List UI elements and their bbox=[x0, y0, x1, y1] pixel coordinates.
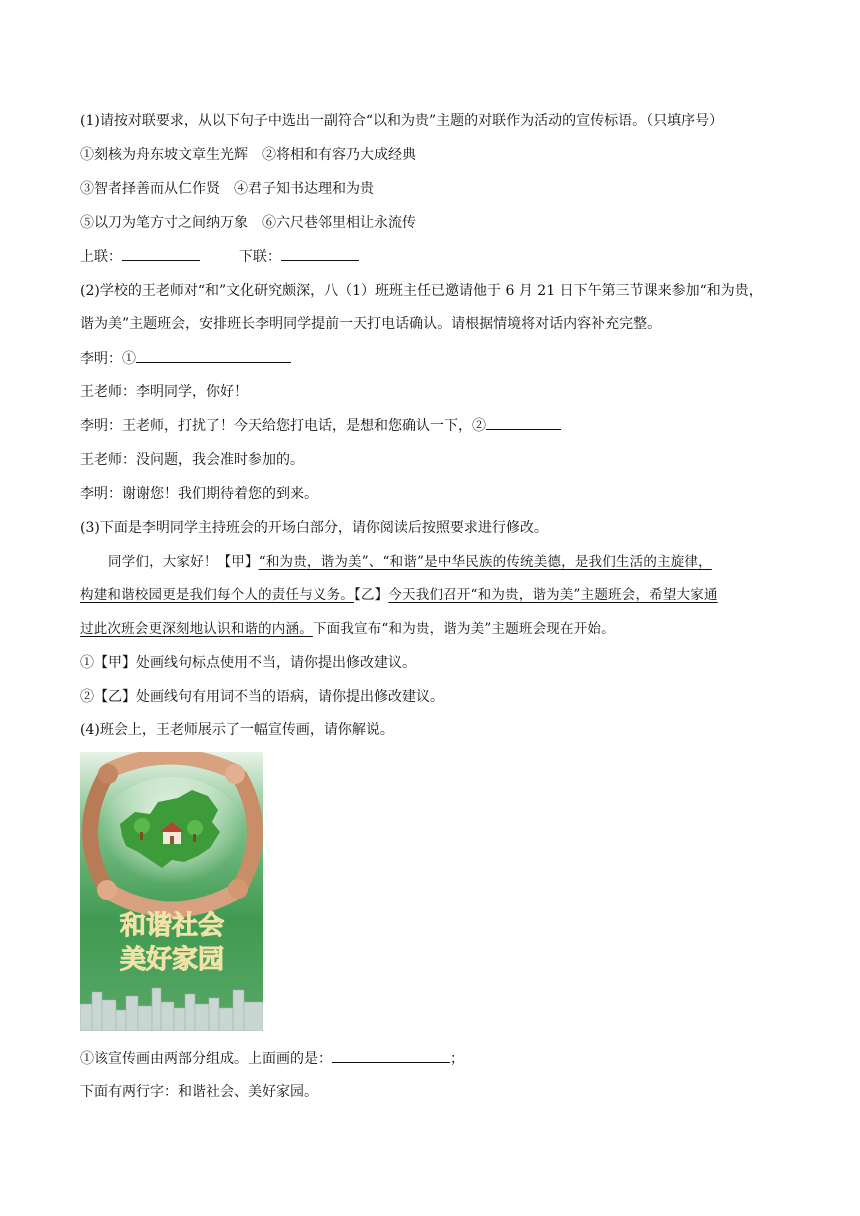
q4-answer-text: ①该宣传画由两部分组成。上面画的是： bbox=[80, 1051, 332, 1067]
q4-answer-end: ； bbox=[450, 1051, 464, 1067]
poster-slogan-line1: 和谐社会 bbox=[119, 911, 225, 941]
q4-prompt: (4)班会上，王老师展示了一幅宣传画，请你解说。 bbox=[80, 722, 394, 738]
lower-couplet-blank[interactable] bbox=[281, 246, 359, 261]
speech-line-3 bbox=[80, 619, 615, 639]
dialogue-line-5: 李明：谢谢您！我们期待着您的到来。 bbox=[80, 486, 318, 502]
q4-answer-1 bbox=[80, 1048, 464, 1069]
q4-answer-blank[interactable] bbox=[332, 1048, 450, 1063]
q3-prompt: (3)下面是李明同学主持班会的开场白部分，请你阅读后按照要求进行修改。 bbox=[80, 520, 548, 536]
speech-line-1 bbox=[108, 552, 712, 572]
poster-slogan-line2: 美好家园 bbox=[119, 945, 225, 975]
q4-answer-2: 下面有两行字：和谐社会、美好家园。 bbox=[80, 1084, 318, 1100]
dialogue-speaker-text: 李明：① bbox=[80, 351, 136, 367]
dialogue-blank-2[interactable] bbox=[486, 415, 561, 430]
dialogue-line-3 bbox=[80, 415, 561, 436]
q3-task-2: ②【乙】处画线句有用词不当的语病，请你提出修改建议。 bbox=[80, 689, 444, 705]
q1-options-row2: ③智者择善而从仁作贤 ④君子知书达理和为贵 bbox=[80, 181, 374, 197]
underlined-sentence-b: 今天我们召开“和为贵，谐为美”主题班会，希望大家通 bbox=[388, 587, 718, 603]
underlined-sentence-b-cont: 过此次班会更深刻地认识和谐的内涵。 bbox=[80, 621, 313, 637]
dialogue-blank-1[interactable] bbox=[136, 348, 291, 363]
q3-task-1: ①【甲】处画线句标点使用不当，请你提出修改建议。 bbox=[80, 655, 416, 671]
upper-couplet-blank[interactable] bbox=[122, 246, 200, 261]
q1-answer-row bbox=[80, 246, 359, 267]
underlined-sentence-a: “和为贵，谐为美”、“和谐”是中华民族的传统美德，是我们生活的主旋律， bbox=[258, 554, 712, 570]
lower-couplet-label: 下联： bbox=[238, 249, 281, 265]
q2-prompt-line2: 谐为美”主题班会，安排班长李明同学提前一天打电话确认。请根据情境将对话内容补充完整。 bbox=[80, 316, 662, 332]
speech-text: 下面我宣布“和为贵，谐为美”主题班会现在开始。 bbox=[312, 621, 615, 637]
q1-options-row3: ⑤以刀为笔方寸之间纳万象 ⑥六尺巷邻里相让永流传 bbox=[80, 215, 416, 231]
speech-line-2 bbox=[80, 585, 718, 605]
q2-prompt-line1: (2)学校的王老师对“和”文化研究颇深，八（1）班班主任已邀请他于 6 月 21 日下午第三节课来参加“和为贵， bbox=[80, 283, 763, 299]
q1-options-row1: ①刻核为舟东坡文章生光辉 ②将相和有容乃大成经典 bbox=[80, 147, 416, 163]
underlined-sentence-a-cont: 构建和谐校园更是我们每个人的责任与义务。 bbox=[80, 587, 354, 603]
dialogue-line-4: 王老师：没问题，我会准时参加的。 bbox=[80, 452, 304, 468]
tag-jia: 【甲】 bbox=[217, 554, 259, 570]
speech-text: 同学们，大家好！ bbox=[108, 554, 218, 570]
tag-yi: 【乙】 bbox=[354, 587, 389, 603]
dialogue-line-1 bbox=[80, 348, 291, 369]
dialogue-speaker-text: 李明：王老师，打扰了！今天给您打电话，是想和您确认一下，② bbox=[80, 418, 486, 434]
upper-couplet-label: 上联： bbox=[80, 249, 122, 265]
q1-prompt: (1)请按对联要求，从以下句子中选出一副符合“以和为贵”主题的对联作为活动的宣传标语。（只填序号） bbox=[80, 113, 724, 129]
propaganda-poster bbox=[80, 752, 263, 1031]
dialogue-line-2: 王老师：李明同学，你好！ bbox=[80, 384, 248, 400]
